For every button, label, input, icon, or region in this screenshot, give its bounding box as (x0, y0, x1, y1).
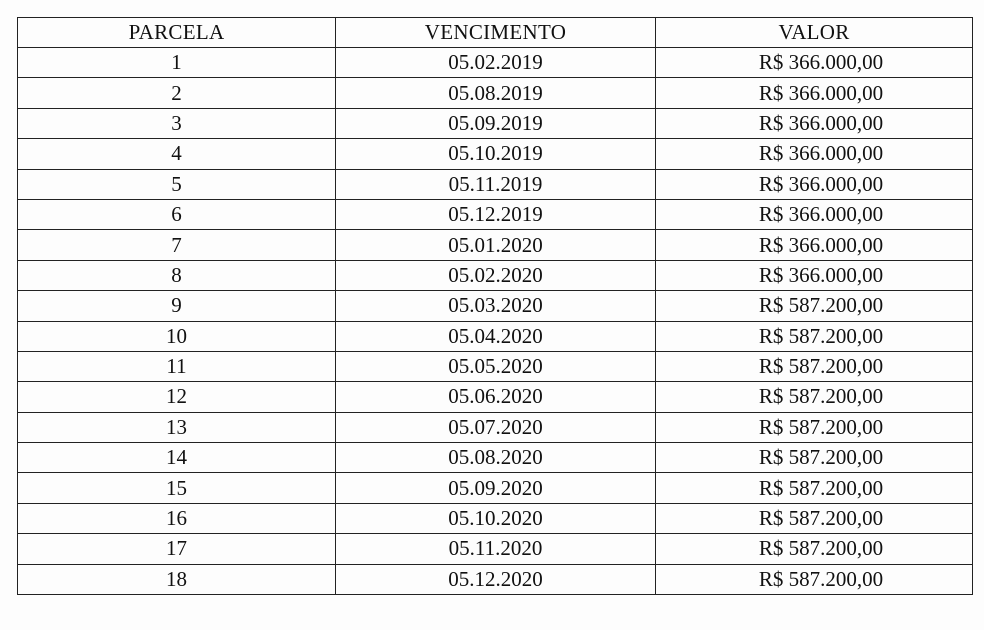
cell-valor: R$ 366.000,00 (656, 78, 973, 108)
cell-vencimento: 05.02.2019 (336, 48, 656, 78)
cell-parcela: 16 (18, 503, 336, 533)
cell-parcela: 7 (18, 230, 336, 260)
table-row (18, 139, 973, 169)
table-row (18, 78, 973, 108)
cell-parcela: 14 (18, 443, 336, 473)
table-row (18, 169, 973, 199)
cell-valor: R$ 366.000,00 (656, 230, 973, 260)
table-header-row (18, 18, 973, 48)
cell-valor: R$ 366.000,00 (656, 48, 973, 78)
cell-parcela: 3 (18, 108, 336, 138)
cell-valor: R$ 587.200,00 (656, 443, 973, 473)
table-row (18, 534, 973, 564)
cell-parcela: 13 (18, 412, 336, 442)
cell-vencimento: 05.12.2019 (336, 199, 656, 229)
table-row (18, 412, 973, 442)
table-row (18, 108, 973, 138)
header-valor: VALOR (656, 18, 973, 48)
cell-valor: R$ 587.200,00 (656, 351, 973, 381)
cell-vencimento: 05.11.2020 (336, 534, 656, 564)
cell-valor: R$ 366.000,00 (656, 199, 973, 229)
cell-valor: R$ 366.000,00 (656, 169, 973, 199)
cell-vencimento: 05.07.2020 (336, 412, 656, 442)
cell-parcela: 15 (18, 473, 336, 503)
table-row (18, 230, 973, 260)
cell-valor: R$ 587.200,00 (656, 291, 973, 321)
cell-valor: R$ 587.200,00 (656, 321, 973, 351)
cell-valor: R$ 587.200,00 (656, 382, 973, 412)
table-row (18, 291, 973, 321)
table-row (18, 321, 973, 351)
table-row (18, 351, 973, 381)
table-row (18, 199, 973, 229)
table-row (18, 48, 973, 78)
cell-parcela: 6 (18, 199, 336, 229)
cell-parcela: 9 (18, 291, 336, 321)
cell-valor: R$ 587.200,00 (656, 412, 973, 442)
cell-parcela: 1 (18, 48, 336, 78)
cell-vencimento: 05.11.2019 (336, 169, 656, 199)
cell-valor: R$ 587.200,00 (656, 473, 973, 503)
cell-parcela: 17 (18, 534, 336, 564)
table-row (18, 443, 973, 473)
cell-valor: R$ 587.200,00 (656, 503, 973, 533)
cell-vencimento: 05.02.2020 (336, 260, 656, 290)
cell-valor: R$ 366.000,00 (656, 260, 973, 290)
cell-valor: R$ 366.000,00 (656, 108, 973, 138)
table-row (18, 564, 973, 594)
cell-vencimento: 05.04.2020 (336, 321, 656, 351)
cell-parcela: 5 (18, 169, 336, 199)
cell-parcela: 11 (18, 351, 336, 381)
cell-vencimento: 05.09.2020 (336, 473, 656, 503)
cell-vencimento: 05.10.2020 (336, 503, 656, 533)
cell-parcela: 10 (18, 321, 336, 351)
table-row (18, 382, 973, 412)
cell-vencimento: 05.08.2019 (336, 78, 656, 108)
cell-parcela: 8 (18, 260, 336, 290)
header-parcela: PARCELA (18, 18, 336, 48)
cell-valor: R$ 587.200,00 (656, 564, 973, 594)
cell-valor: R$ 366.000,00 (656, 139, 973, 169)
cell-vencimento: 05.03.2020 (336, 291, 656, 321)
cell-vencimento: 05.05.2020 (336, 351, 656, 381)
table-row (18, 260, 973, 290)
cell-valor: R$ 587.200,00 (656, 534, 973, 564)
cell-vencimento: 05.01.2020 (336, 230, 656, 260)
cell-vencimento: 05.09.2019 (336, 108, 656, 138)
cell-parcela: 4 (18, 139, 336, 169)
table-row (18, 503, 973, 533)
cell-vencimento: 05.08.2020 (336, 443, 656, 473)
cell-vencimento: 05.12.2020 (336, 564, 656, 594)
cell-parcela: 18 (18, 564, 336, 594)
header-vencimento: VENCIMENTO (336, 18, 656, 48)
cell-parcela: 12 (18, 382, 336, 412)
cell-vencimento: 05.06.2020 (336, 382, 656, 412)
table-row (18, 473, 973, 503)
cell-parcela: 2 (18, 78, 336, 108)
cell-vencimento: 05.10.2019 (336, 139, 656, 169)
installments-table (17, 17, 973, 595)
